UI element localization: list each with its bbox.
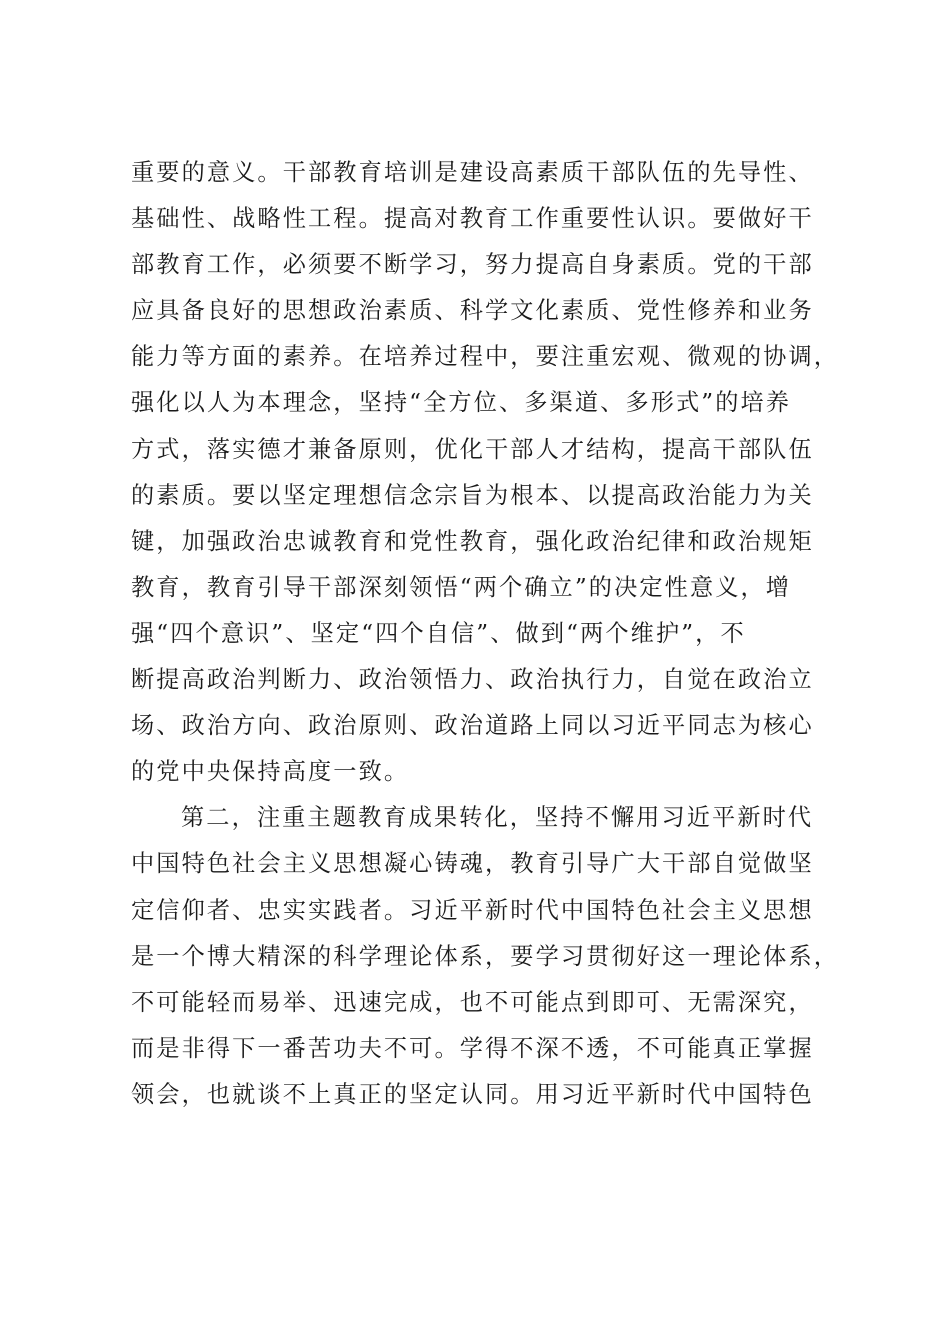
paragraph-line: 场、政治方向、政治原则、政治道路上同以习近平同志为核心 — [131, 712, 814, 740]
paragraph-line: 方式，落实德才兼备原则，优化干部人才结构，提高干部队伍 — [131, 435, 814, 463]
paragraph-line: 不可能轻而易举、迅速完成，也不可能点到即可、无需深究， — [131, 988, 814, 1016]
paragraph-2 — [131, 795, 840, 1118]
paragraph-line: 应具备良好的思想政治素质、科学文化素质、党性修养和业务 — [131, 297, 814, 325]
paragraph-line: 的素质。要以坚定理想信念宗旨为根本、以提高政治能力为关 — [131, 481, 814, 509]
paragraph-line: 而是非得下一番苦功夫不可。学得不深不透，不可能真正掌握 — [131, 1034, 814, 1062]
paragraph-line: 定信仰者、忠实实践者。习近平新时代中国特色社会主义思想 — [131, 896, 814, 924]
paragraph-line: 断提高政治判断力、政治领悟力、政治执行力，自觉在政治立 — [131, 666, 814, 694]
paragraph-line: 的党中央保持高度一致。 — [131, 758, 410, 786]
document-body — [131, 150, 840, 1118]
paragraph-line: 教育，教育引导干部深刻领悟“两个确立”的决定性意义，增 — [131, 573, 792, 601]
paragraph-line: 基础性、战略性工程。提高对教育工作重要性认识。要做好干 — [131, 205, 814, 233]
paragraph-1 — [131, 150, 840, 795]
paragraph-line: 键，加强政治忠诚教育和党性教育，强化政治纪律和政治规矩 — [131, 527, 814, 555]
paragraph-line: 重要的意义。干部教育培训是建设高素质干部队伍的先导性、 — [131, 159, 814, 186]
paragraph-line: 是一个博大精深的科学理论体系，要学习贯彻好这一理论体系， — [131, 942, 840, 970]
paragraph-line: 强化以人为本理念，坚持“全方位、多渠道、多形式”的培养 — [131, 389, 792, 417]
paragraph-line: 部教育工作，必须要不断学习，努力提高自身素质。党的干部 — [131, 251, 814, 279]
paragraph-line: 能力等方面的素养。在培养过程中，要注重宏观、微观的协调， — [131, 343, 840, 371]
paragraph-line: 中国特色社会主义思想凝心铸魂，教育引导广大干部自觉做坚 — [131, 850, 814, 878]
paragraph-line: 第二，注重主题教育成果转化，坚持不懈用习近平新时代 — [181, 804, 814, 832]
paragraph-line: 领会，也就谈不上真正的坚定认同。用习近平新时代中国特色 — [131, 1080, 814, 1108]
paragraph-line: 强“四个意识”、坚定“四个自信”、做到“两个维护”，不 — [131, 619, 746, 647]
